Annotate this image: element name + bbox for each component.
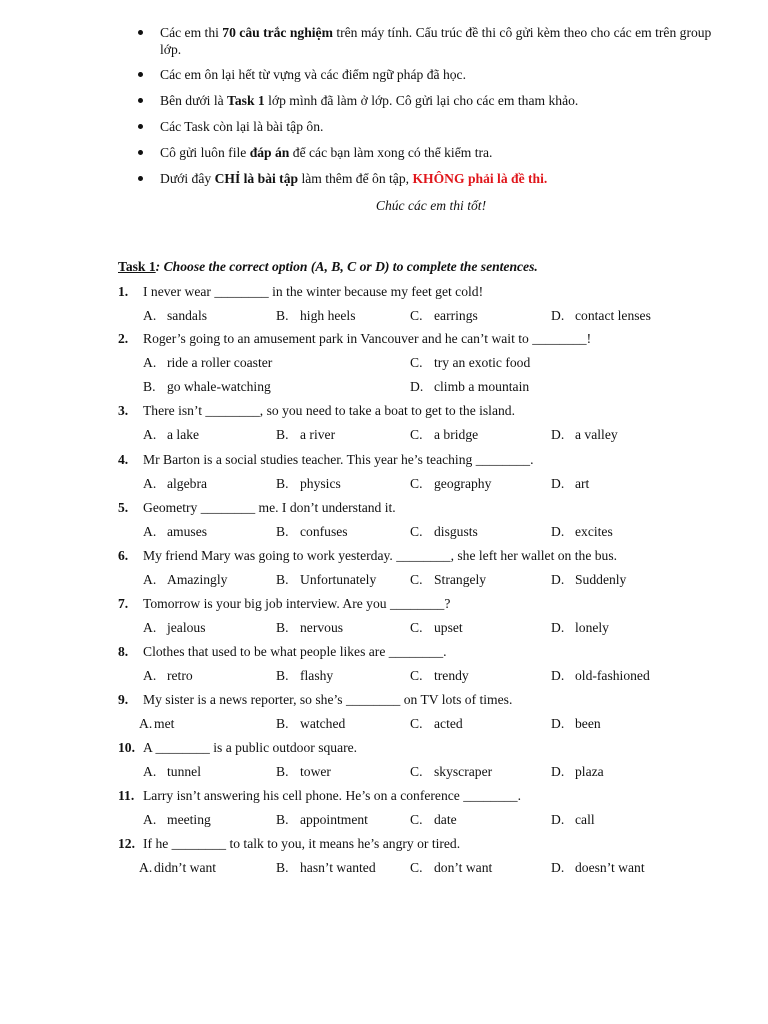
instruction-text: đáp án — [249, 145, 290, 160]
answer-option — [139, 716, 174, 732]
instruction-text: KHÔNG phải là đề thi — [412, 171, 544, 186]
option-text: tunnel — [167, 764, 201, 779]
instruction-text: để các bạn làm xong có thể kiểm tra. — [289, 145, 493, 160]
answer-option — [143, 355, 272, 371]
option-letter: B. — [276, 764, 289, 779]
option-letter: A. — [143, 572, 157, 587]
question-number: 8. — [118, 644, 129, 659]
instruction-text: Dưới đây — [160, 171, 215, 186]
question-number: 3. — [118, 403, 129, 418]
option-letter: D. — [551, 812, 565, 827]
answer-option — [143, 379, 271, 395]
answer-option — [551, 572, 626, 588]
answer-option — [410, 620, 463, 636]
option-letter: A. — [143, 620, 157, 635]
good-luck-message: Chúc các em thi tốt! — [375, 198, 487, 213]
option-letter: A. — [143, 476, 157, 491]
option-letter: C. — [410, 476, 423, 491]
question-text: Geometry ________ me. I don’t understand it. — [143, 500, 396, 515]
question-text: A ________ is a public outdoor square. — [143, 740, 358, 755]
question-text: Clothes that used to be what people likes are ________. — [143, 644, 447, 659]
instruction-text: trên máy tính. Cấu trúc đề thi cô gửi kèm theo cho các em trên group lớp. — [160, 25, 712, 57]
option-text: hasn’t wanted — [300, 860, 376, 875]
answer-option — [276, 620, 343, 636]
answer-option — [139, 860, 216, 876]
instruction-text: . — [543, 171, 548, 186]
option-letter: A. — [143, 668, 157, 683]
option-letter: B. — [276, 524, 289, 539]
answer-option — [143, 572, 227, 588]
answer-option — [410, 668, 469, 684]
option-letter: C. — [410, 668, 423, 683]
option-text: lonely — [575, 620, 609, 635]
option-letter: B. — [143, 379, 156, 394]
task-label: Task 1 — [118, 259, 156, 274]
option-text: nervous — [300, 620, 344, 635]
option-text: algebra — [167, 476, 207, 491]
answer-option — [276, 572, 376, 588]
option-letter: D. — [551, 716, 565, 731]
answer-option — [143, 524, 207, 540]
instruction-text: CHỈ là bài tập — [214, 171, 299, 186]
option-letter: B. — [276, 620, 289, 635]
option-letter: D. — [551, 524, 565, 539]
question-text: Roger’s going to an amusement park in Vancouver and he can’t wait to ________! — [143, 331, 592, 346]
option-letter: C. — [410, 355, 423, 370]
option-letter: B. — [276, 812, 289, 827]
option-letter: A. — [143, 764, 157, 779]
answer-option — [410, 427, 478, 443]
option-letter: A. — [143, 812, 157, 827]
instruction-text: Cô gửi luôn file — [160, 145, 250, 160]
option-text: upset — [434, 620, 463, 635]
option-text: climb a mountain — [434, 379, 530, 394]
option-letter: D. — [551, 572, 565, 587]
option-text: high heels — [300, 308, 356, 323]
option-text: date — [434, 812, 457, 827]
option-letter: D. — [551, 860, 565, 875]
answer-option — [410, 572, 486, 588]
question-text: My sister is a news reporter, so she’s ________ on TV lots of times. — [143, 692, 513, 707]
answer-option — [551, 716, 601, 732]
question-number: 10. — [118, 740, 135, 755]
instruction-text: lớp mình đã làm ở lớp. Cô gửi lại cho các em tham khảo. — [264, 93, 579, 108]
question-text: Mr Barton is a social studies teacher. This year he’s teaching ________. — [143, 452, 534, 467]
option-letter: C. — [410, 572, 423, 587]
instruction-text: Các em thi — [160, 25, 223, 40]
option-letter: D. — [551, 668, 565, 683]
option-text: sandals — [167, 308, 208, 323]
option-letter: B. — [276, 860, 289, 875]
option-text: skyscraper — [434, 764, 493, 779]
answer-option — [143, 668, 193, 684]
option-text: been — [575, 716, 601, 731]
answer-option — [276, 860, 376, 876]
instruction-bullet — [137, 66, 717, 83]
answer-option — [143, 308, 207, 324]
option-letter: D. — [551, 308, 565, 323]
instruction-text: Các em ôn lại hết từ vựng và các điểm ngữ pháp đã học. — [160, 67, 466, 82]
option-letter: C. — [410, 308, 423, 323]
task-instruction: : Choose the correct option (A, B, C or D) to complete the sentences. — [155, 259, 538, 274]
answer-option — [551, 620, 609, 636]
question-number: 2. — [118, 331, 129, 346]
question-number: 7. — [118, 596, 129, 611]
answer-option — [551, 860, 645, 876]
option-text: call — [575, 812, 595, 827]
option-text: try an exotic food — [434, 355, 531, 370]
option-text: Strangely — [434, 572, 487, 587]
option-text: amuses — [167, 524, 208, 539]
question-text: There isn’t ________, so you need to take a boat to get to the island. — [143, 403, 515, 418]
answer-option — [410, 355, 530, 371]
option-letter: A. — [139, 716, 153, 731]
option-text: didn’t want — [154, 860, 217, 875]
bullet-dot-icon — [138, 72, 143, 77]
option-letter: B. — [276, 476, 289, 491]
option-letter: A. — [143, 524, 157, 539]
instruction-text: 70 câu trắc nghiệm — [222, 25, 333, 40]
instruction-bullet — [137, 92, 717, 109]
question-number: 5. — [118, 500, 129, 515]
answer-option — [276, 668, 333, 684]
answer-option — [410, 524, 478, 540]
answer-option — [276, 308, 356, 324]
option-letter: A. — [139, 860, 153, 875]
option-text: acted — [434, 716, 463, 731]
answer-option — [410, 812, 457, 828]
question-number: 9. — [118, 692, 129, 707]
option-text: a bridge — [434, 427, 479, 442]
instruction-bullet — [137, 144, 717, 161]
option-letter: A. — [143, 355, 157, 370]
answer-option — [276, 812, 368, 828]
option-text: a river — [300, 427, 336, 442]
option-text: contact lenses — [575, 308, 651, 323]
instruction-bullet — [137, 24, 717, 58]
instruction-bullet — [137, 170, 717, 187]
option-text: old-fashioned — [575, 668, 650, 683]
answer-option — [276, 716, 345, 732]
option-letter: C. — [410, 524, 423, 539]
option-letter: C. — [410, 860, 423, 875]
option-text: doesn’t want — [575, 860, 645, 875]
option-letter: C. — [410, 620, 423, 635]
option-letter: D. — [551, 620, 565, 635]
question-number: 11. — [118, 788, 135, 803]
option-text: meeting — [167, 812, 211, 827]
option-text: Amazingly — [167, 572, 228, 587]
option-text: art — [575, 476, 590, 491]
option-text: Unfortunately — [300, 572, 377, 587]
answer-option — [551, 812, 595, 828]
answer-option — [143, 476, 207, 492]
option-text: Suddenly — [575, 572, 627, 587]
option-letter: B. — [276, 427, 289, 442]
answer-option — [551, 476, 589, 492]
option-letter: B. — [276, 716, 289, 731]
option-letter: A. — [143, 308, 157, 323]
answer-option — [410, 308, 478, 324]
answer-option — [276, 427, 335, 443]
option-text: flashy — [300, 668, 334, 683]
option-text: geography — [434, 476, 492, 491]
answer-option — [551, 764, 604, 780]
question-text: Tomorrow is your big job interview. Are you ________? — [143, 596, 451, 611]
question-number: 12. — [118, 836, 135, 851]
option-text: ride a roller coaster — [167, 355, 273, 370]
option-text: jealous — [167, 620, 206, 635]
option-letter: C. — [410, 716, 423, 731]
option-text: tower — [300, 764, 331, 779]
bullet-dot-icon — [138, 150, 143, 155]
option-text: physics — [300, 476, 341, 491]
option-letter: C. — [410, 812, 423, 827]
answer-option — [410, 716, 463, 732]
instruction-text: Các Task còn lại là bài tập ôn. — [160, 119, 324, 134]
answer-option — [276, 476, 341, 492]
bullet-dot-icon — [138, 124, 143, 129]
question-text: My friend Mary was going to work yesterday. ________, she left her wallet on the bus. — [143, 548, 618, 563]
option-letter: D. — [551, 764, 565, 779]
option-letter: B. — [276, 572, 289, 587]
bullet-dot-icon — [138, 30, 143, 35]
option-text: don’t want — [434, 860, 493, 875]
answer-option — [551, 524, 613, 540]
option-text: earrings — [434, 308, 478, 323]
bullet-dot-icon — [138, 98, 143, 103]
question-text: If he ________ to talk to you, it means he’s angry or tired. — [143, 836, 461, 851]
answer-option — [551, 427, 618, 443]
option-text: retro — [167, 668, 193, 683]
answer-option — [276, 764, 331, 780]
answer-option — [551, 308, 651, 324]
option-text: appointment — [300, 812, 368, 827]
bullet-dot-icon — [138, 176, 143, 181]
option-letter: B. — [276, 308, 289, 323]
answer-option — [143, 427, 199, 443]
answer-option — [410, 379, 529, 395]
option-text: plaza — [575, 764, 604, 779]
option-text: disgusts — [434, 524, 478, 539]
instruction-text: Bên dưới là — [160, 93, 228, 108]
question-number: 1. — [118, 284, 129, 299]
instruction-text: Task 1 — [227, 93, 265, 108]
question-number: 4. — [118, 452, 129, 467]
option-letter: D. — [410, 379, 424, 394]
option-text: watched — [300, 716, 346, 731]
option-text: trendy — [434, 668, 469, 683]
question-number: 6. — [118, 548, 129, 563]
question-text: Larry isn’t answering his cell phone. He’s on a conference ________. — [143, 788, 521, 803]
answer-option — [410, 476, 491, 492]
answer-option — [143, 620, 206, 636]
question-text: I never wear ________ in the winter because my feet get cold! — [143, 284, 484, 299]
option-text: a valley — [575, 427, 618, 442]
option-letter: D. — [551, 476, 565, 491]
answer-option — [410, 764, 492, 780]
option-letter: D. — [551, 427, 565, 442]
option-text: go whale-watching — [167, 379, 271, 394]
option-text: a lake — [167, 427, 200, 442]
answer-option — [410, 860, 492, 876]
option-text: confuses — [300, 524, 348, 539]
instruction-text: làm thêm để ôn tập, — [298, 171, 413, 186]
option-letter: A. — [143, 427, 157, 442]
option-letter: C. — [410, 427, 423, 442]
task-heading — [118, 259, 538, 275]
instructions-list — [137, 24, 717, 196]
option-text: met — [154, 716, 175, 731]
answer-option — [143, 812, 211, 828]
instruction-bullet — [137, 118, 717, 135]
answer-option — [551, 668, 650, 684]
option-text: excites — [575, 524, 613, 539]
answer-option — [276, 524, 348, 540]
answer-option — [143, 764, 201, 780]
option-letter: B. — [276, 668, 289, 683]
option-letter: C. — [410, 764, 423, 779]
